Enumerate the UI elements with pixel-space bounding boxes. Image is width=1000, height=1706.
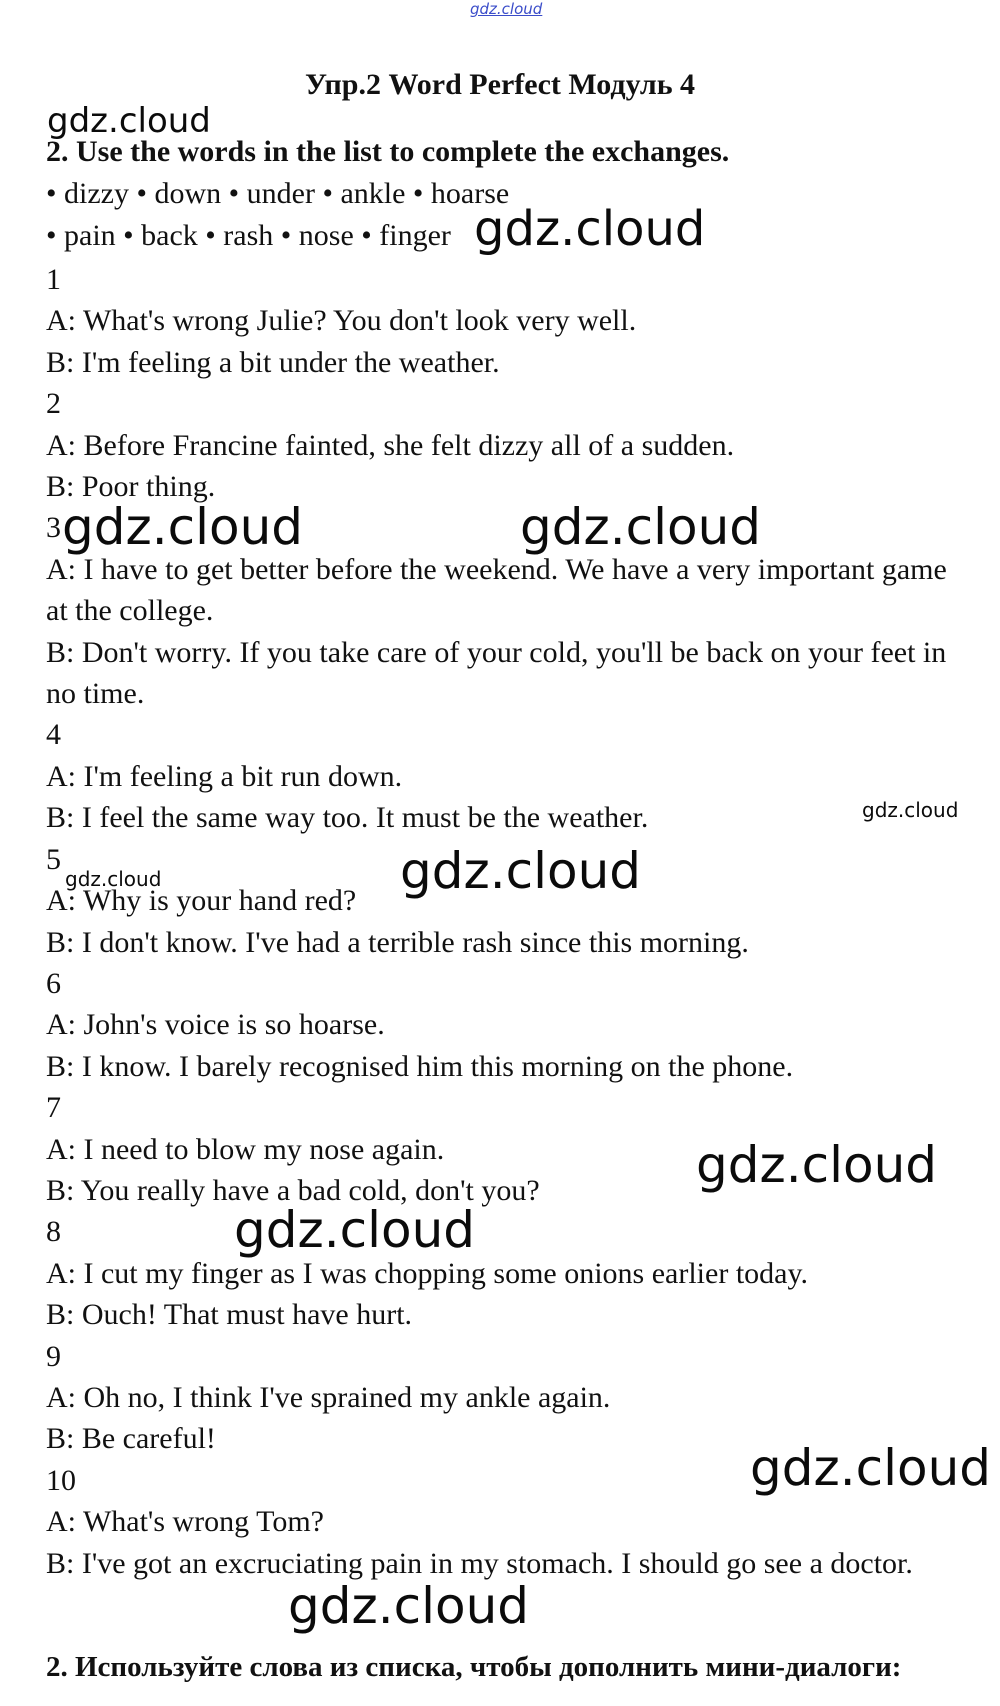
line-b: B: Poor thing. bbox=[46, 470, 216, 504]
watermark: gdz.cloud bbox=[47, 101, 211, 141]
watermark: gdz.cloud bbox=[696, 1136, 938, 1194]
exchange-item bbox=[46, 259, 966, 383]
line-b: B: Ouch! That must have hurt. bbox=[46, 1298, 413, 1332]
exchange-item bbox=[46, 963, 966, 1087]
exchange-item bbox=[46, 383, 966, 507]
exchange-item bbox=[46, 1460, 966, 1584]
watermark: gdz.cloud bbox=[862, 798, 959, 822]
task-heading: 2. Use the words in the list to complete the exchanges. bbox=[46, 135, 730, 168]
exchange-number: 9 bbox=[46, 1339, 61, 1373]
line-a: A: What's wrong Tom? bbox=[46, 1505, 324, 1539]
exchange-list bbox=[46, 259, 966, 1584]
watermark: gdz.cloud bbox=[520, 498, 762, 556]
line-a: A: I have to get better before the weekend. We have a very important game at the college. bbox=[46, 552, 947, 628]
watermark-link[interactable]: gdz.cloud bbox=[470, 0, 543, 18]
exchange-number: 10 bbox=[46, 1463, 76, 1497]
watermark: gdz.cloud bbox=[234, 1201, 476, 1259]
line-a: A: John's voice is so hoarse. bbox=[46, 1008, 385, 1042]
line-a: A: I'm feeling a bit run down. bbox=[46, 759, 403, 793]
line-a: A: Why is your hand red? bbox=[46, 884, 357, 918]
exchange-item bbox=[46, 1211, 966, 1335]
word-list-line: • dizzy • down • under • ankle • hoarse bbox=[46, 177, 510, 210]
exchange-item bbox=[46, 1087, 966, 1211]
exchange-item bbox=[46, 507, 966, 714]
line-b: B: I've got an excruciating pain in my stomach. I should go see a doctor. bbox=[46, 1546, 913, 1580]
line-a: A: Oh no, I think I've sprained my ankle again. bbox=[46, 1380, 611, 1414]
line-a: A: I need to blow my nose again. bbox=[46, 1132, 445, 1166]
watermark: gdz.cloud bbox=[750, 1439, 992, 1497]
exchange-number: 2 bbox=[46, 387, 61, 421]
watermark: gdz.cloud bbox=[400, 842, 642, 900]
page-title: Упр.2 Word Perfect Модуль 4 bbox=[304, 68, 696, 101]
line-b: B: I know. I barely recognised him this morning on the phone. bbox=[46, 1049, 794, 1083]
line-b: B: I feel the same way too. It must be the weather. bbox=[46, 801, 649, 835]
exchange-number: 7 bbox=[46, 1091, 61, 1125]
word-list-line: • pain • back • rash • nose • finger bbox=[46, 219, 451, 252]
exchange-item bbox=[46, 839, 966, 963]
line-b: B: You really have a bad cold, don't you? bbox=[46, 1173, 540, 1207]
exchange-number: 1 bbox=[46, 263, 61, 296]
line-b: B: Don't worry. If you take care of your cold, you'll be back on your feet in no time. bbox=[46, 635, 947, 711]
exchange-number: 8 bbox=[46, 1215, 61, 1249]
line-b: B: Be careful! bbox=[46, 1422, 216, 1456]
exchange-item bbox=[46, 1336, 966, 1460]
watermark: gdz.cloud bbox=[288, 1577, 530, 1635]
exchange-number: 4 bbox=[46, 718, 61, 752]
line-a: A: What's wrong Julie? You don't look very well. bbox=[46, 304, 637, 338]
russian-task-heading: 2. Используйте слова из списка, чтобы дополнить мини-диалоги: bbox=[46, 1651, 902, 1683]
exchange-number: 3 bbox=[46, 511, 61, 545]
line-a: A: Before Francine fainted, she felt dizzy all of a sudden. bbox=[46, 428, 735, 462]
watermark: gdz.cloud bbox=[474, 201, 706, 257]
line-b: B: I'm feeling a bit under the weather. bbox=[46, 345, 500, 379]
watermark: gdz.cloud bbox=[65, 867, 162, 891]
exchange-number: 5 bbox=[46, 842, 61, 876]
line-a: A: I cut my finger as I was chopping some onions earlier today. bbox=[46, 1256, 809, 1290]
watermark: gdz.cloud bbox=[62, 498, 304, 556]
line-b: B: I don't know. I've had a terrible rash since this morning. bbox=[46, 925, 749, 959]
exchange-item bbox=[46, 714, 966, 838]
exchange-number: 6 bbox=[46, 966, 61, 1000]
